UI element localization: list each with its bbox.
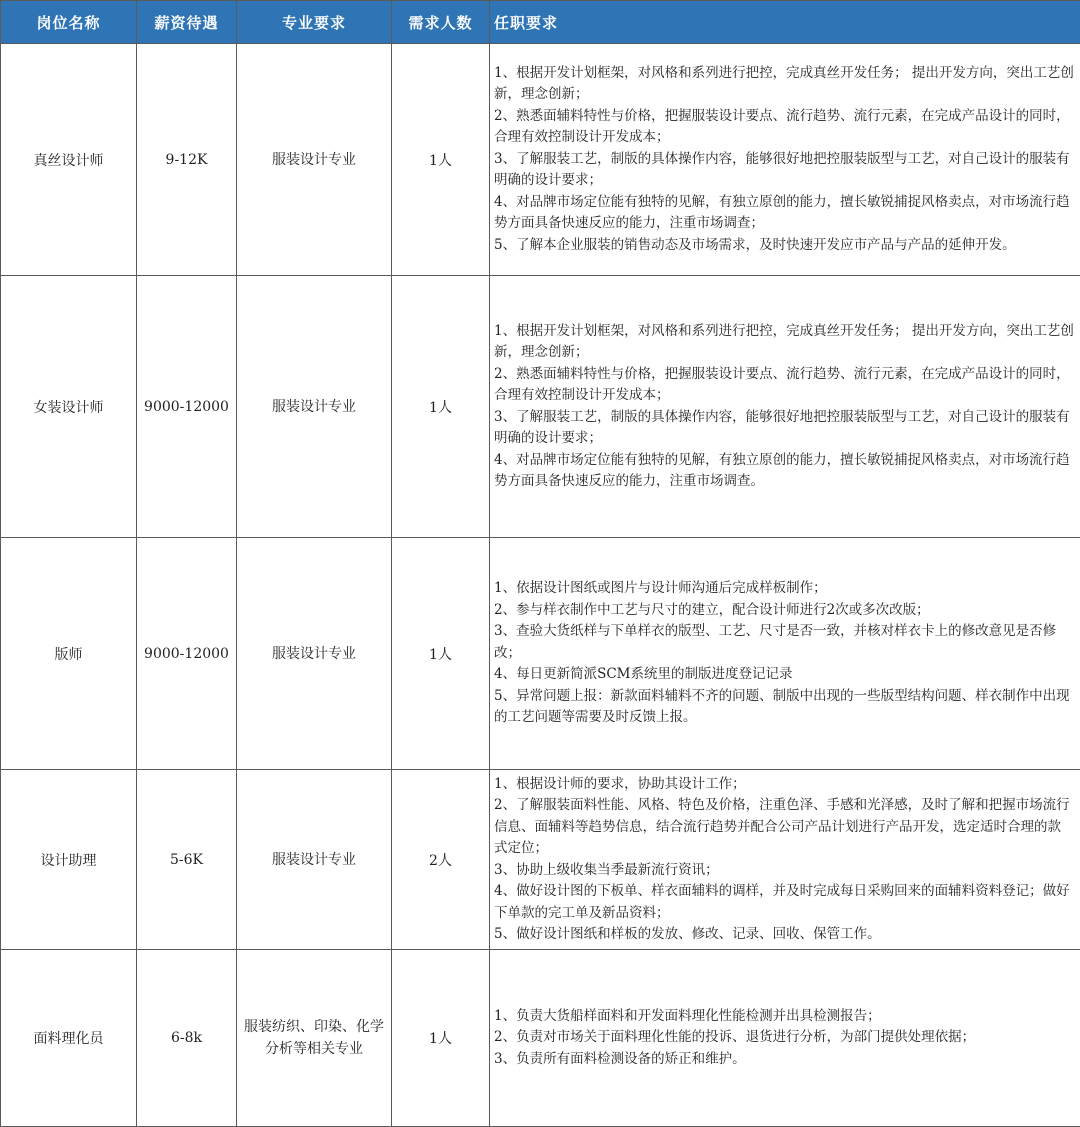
salary-cell: 6-8k (137, 950, 237, 1127)
table-row (1, 538, 1080, 770)
header-salary: 薪资待遇 (137, 1, 237, 44)
position-cell: 女装设计师 (1, 276, 137, 538)
requirement-item: 1、根据开发计划框架，对风格和系列进行把控，完成真丝开发任务； 提出开发方向，突出工艺创新，理念创新； (494, 63, 1074, 106)
major-cell: 服装设计专业 (237, 770, 392, 950)
header-requirements: 任职要求 (490, 1, 1080, 44)
headcount-cell: 1人 (392, 44, 490, 276)
headcount-cell: 2人 (392, 770, 490, 950)
requirement-item: 5、了解本企业服装的销售动态及市场需求，及时快速开发应市产品与产品的延伸开发。 (494, 235, 1074, 257)
headcount-cell: 1人 (392, 538, 490, 770)
requirement-item: 2、参与样衣制作中工艺与尺寸的建立，配合设计师进行2次或多次改版； (494, 600, 1074, 622)
requirement-item: 2、熟悉面辅料特性与价格，把握服装设计要点、流行趋势、流行元素，在完成产品设计的同时，合理有效控制设计开发成本； (494, 364, 1074, 407)
table-row (1, 950, 1080, 1127)
requirement-item: 4、对品牌市场定位能有独特的见解，有独立原创的能力，擅长敏锐捕捉风格卖点，对市场流行趋势方面具备快速反应的能力，注重市场调查。 (494, 450, 1074, 493)
salary-cell: 9-12K (137, 44, 237, 276)
requirement-item: 3、负责所有面料检测设备的矫正和维护。 (494, 1049, 1074, 1071)
position-cell: 设计助理 (1, 770, 137, 950)
requirement-item: 3、了解服装工艺，制版的具体操作内容，能够很好地把控服装版型与工艺，对自己设计的服装有明确的设计要求； (494, 149, 1074, 192)
headcount-cell: 1人 (392, 950, 490, 1127)
requirement-item: 3、了解服装工艺，制版的具体操作内容，能够很好地把控服装版型与工艺，对自己设计的服装有明确的设计要求； (494, 407, 1074, 450)
requirement-item: 2、负责对市场关于面料理化性能的投诉、退货进行分析，为部门提供处理依据； (494, 1027, 1074, 1049)
requirement-item: 1、负责大货船样面料和开发面料理化性能检测并出具检测报告； (494, 1006, 1074, 1028)
requirement-item: 5、做好设计图纸和样板的发放、修改、记录、回收、保管工作。 (494, 924, 1074, 946)
requirement-item: 4、做好设计图的下板单、样衣面辅料的调样，并及时完成每日采购回来的面辅料资料登记；做好下单款的完工单及新品资料； (494, 881, 1074, 924)
position-cell: 版师 (1, 538, 137, 770)
requirement-item: 1、根据设计师的要求，协助其设计工作； (494, 774, 1074, 796)
requirement-item: 1、依据设计图纸或图片与设计师沟通后完成样板制作； (494, 578, 1074, 600)
requirement-item: 2、了解服装面料性能、风格、特色及价格，注重色泽、手感和光泽感，及时了解和把握市场流行信息、面辅料等趋势信息，结合流行趋势并配合公司产品计划进行产品开发，选定适时合理的款式定位； (494, 795, 1074, 860)
requirements-cell (490, 950, 1080, 1127)
position-cell: 面料理化员 (1, 950, 137, 1127)
requirement-item: 5、异常问题上报：新款面料辅料不齐的问题、制版中出现的一些版型结构问题、样衣制作中出现的工艺问题等需要及时反馈上报。 (494, 686, 1074, 729)
headcount-cell: 1人 (392, 276, 490, 538)
salary-cell: 5-6K (137, 770, 237, 950)
requirements-cell (490, 538, 1080, 770)
requirement-item: 1、根据开发计划框架，对风格和系列进行把控，完成真丝开发任务； 提出开发方向，突出工艺创新，理念创新； (494, 321, 1074, 364)
major-cell: 服装纺织、印染、化学分析等相关专业 (237, 950, 392, 1127)
major-cell: 服装设计专业 (237, 276, 392, 538)
salary-cell: 9000-12000 (137, 276, 237, 538)
header-major: 专业要求 (237, 1, 392, 44)
salary-cell: 9000-12000 (137, 538, 237, 770)
requirement-item: 4、每日更新简派SCM系统里的制版进度登记记录 (494, 664, 1074, 686)
requirement-item: 3、查验大货纸样与下单样衣的版型、工艺、尺寸是否一致，并核对样衣卡上的修改意见是否修改； (494, 621, 1074, 664)
requirements-cell (490, 44, 1080, 276)
header-row (1, 1, 1080, 44)
table-row (1, 276, 1080, 538)
position-cell: 真丝设计师 (1, 44, 137, 276)
requirements-cell (490, 276, 1080, 538)
requirement-item: 4、对品牌市场定位能有独特的见解，有独立原创的能力，擅长敏锐捕捉风格卖点，对市场流行趋势方面具备快速反应的能力，注重市场调查； (494, 192, 1074, 235)
requirement-item: 3、协助上级收集当季最新流行资讯； (494, 860, 1074, 882)
table-row (1, 44, 1080, 276)
requirements-cell (490, 770, 1080, 950)
header-headcount: 需求人数 (392, 1, 490, 44)
major-cell: 服装设计专业 (237, 44, 392, 276)
major-cell: 服装设计专业 (237, 538, 392, 770)
requirement-item: 2、熟悉面辅料特性与价格，把握服装设计要点、流行趋势、流行元素，在完成产品设计的同时，合理有效控制设计开发成本； (494, 106, 1074, 149)
table-row (1, 770, 1080, 950)
header-position: 岗位名称 (1, 1, 137, 44)
